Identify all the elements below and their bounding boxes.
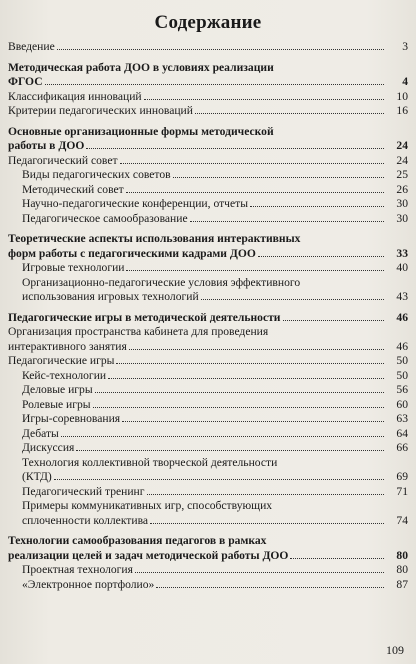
- toc-entry-text: Классификация инноваций: [8, 89, 142, 103]
- toc-page-number: 30: [396, 211, 408, 225]
- dot-leader: [120, 163, 384, 164]
- page-number: 109: [386, 643, 404, 657]
- toc-page-number: 25: [396, 168, 408, 181]
- toc-page-number: 80: [396, 563, 408, 576]
- toc-section: [8, 125, 408, 154]
- toc-page-number: 50: [396, 368, 408, 382]
- toc-entry: [8, 90, 408, 105]
- dot-leader: [147, 494, 384, 495]
- dot-leader: [61, 436, 384, 437]
- toc-entry: [8, 563, 408, 578]
- toc-entry-text: интерактивного занятия: [8, 339, 127, 353]
- toc-entry-text: Проектная технология: [22, 563, 133, 576]
- toc-entry: [8, 412, 408, 427]
- dot-leader: [57, 49, 384, 50]
- toc-entry: [8, 369, 408, 384]
- toc-page-number: 87: [396, 577, 408, 591]
- toc-section: [8, 232, 408, 261]
- toc-page-number: 3: [402, 40, 408, 53]
- dot-leader: [95, 392, 384, 393]
- toc-section: [8, 61, 408, 90]
- toc-entry-text: Научно-педагогические конференции, отчеты: [22, 197, 248, 210]
- toc-entry: [8, 325, 408, 354]
- toc-page-number: 43: [396, 290, 408, 303]
- toc-entry: [8, 261, 408, 276]
- toc-entry-text: «Электронное портфолио»: [22, 577, 155, 591]
- toc-entry-text: реализации целей и задач методической работы ДОО: [8, 548, 289, 562]
- dot-leader: [258, 256, 384, 257]
- toc-entry-text: Дебаты: [22, 426, 59, 440]
- dot-leader: [173, 177, 384, 178]
- dot-leader: [201, 299, 384, 300]
- dot-leader: [190, 221, 384, 222]
- table-of-contents: [8, 40, 408, 592]
- dot-leader: [150, 523, 384, 524]
- dot-leader: [76, 450, 384, 451]
- toc-entry-text: Кейс-технологии: [22, 368, 107, 382]
- toc-page-number: 26: [396, 182, 408, 196]
- toc-entry: [8, 354, 408, 369]
- toc-entry-text: ФГОС: [8, 75, 43, 88]
- toc-entry-text: Критерии педагогических инноваций: [8, 104, 193, 117]
- toc-page-number: 30: [396, 197, 408, 210]
- toc-page-number: 24: [396, 139, 408, 152]
- dot-leader: [86, 148, 384, 149]
- toc-entry-text: Организационно-педагогические условия эффективного: [22, 275, 301, 289]
- toc-entry-text: форм работы с педагогическими кадрами ДОО: [8, 246, 256, 260]
- toc-page-number: 40: [396, 261, 408, 274]
- dot-leader: [122, 421, 384, 422]
- toc-entry-text: Примеры коммуникативных игр, способствующих: [22, 499, 273, 512]
- toc-page-number: 71: [396, 484, 408, 498]
- toc-entry: [8, 168, 408, 183]
- toc-entry-text: Педагогический тренинг: [22, 484, 145, 498]
- toc-page-number: 46: [396, 339, 408, 353]
- toc-entry-text: Ролевые игры: [22, 397, 91, 411]
- toc-page-number: 46: [396, 310, 408, 324]
- dot-leader: [135, 572, 384, 573]
- toc-entry-text: Педагогические игры в методической деятельности: [8, 310, 281, 324]
- toc-entry: [8, 40, 408, 55]
- toc-entry: [8, 427, 408, 442]
- toc-page-number: 80: [396, 548, 408, 562]
- toc-section: [8, 311, 408, 326]
- toc-entry-text: использования игровых технологий: [22, 290, 199, 303]
- toc-entry-text: Технология коллективной творческой деятельности: [22, 455, 278, 469]
- toc-entry-text: Основные организационные формы методической: [8, 124, 274, 138]
- toc-entry-text: (КТД): [22, 470, 52, 483]
- toc-entry-text: Игровые технологии: [22, 261, 125, 274]
- toc-entry: [8, 154, 408, 169]
- toc-page-number: 10: [396, 89, 408, 103]
- toc-entry-text: Игры-соревнования: [22, 412, 121, 425]
- toc-entry-text: Методическая работа ДОО в условиях реализации: [8, 60, 274, 74]
- dot-leader: [126, 270, 384, 271]
- toc-entry: [8, 485, 408, 500]
- toc-entry: [8, 456, 408, 485]
- toc-entry-text: Виды педагогических советов: [22, 168, 171, 181]
- dot-leader: [93, 407, 384, 408]
- toc-page-number: 60: [396, 397, 408, 411]
- dot-leader: [195, 113, 384, 114]
- toc-page-number: 24: [396, 153, 408, 167]
- toc-entry-text: Педагогическое самообразование: [22, 211, 188, 225]
- dot-leader: [283, 320, 385, 321]
- toc-page-number: 16: [396, 104, 408, 117]
- dot-leader: [290, 558, 384, 559]
- toc-page-number: 33: [396, 246, 408, 260]
- toc-entry-text: Деловые игры: [22, 383, 93, 396]
- dot-leader: [144, 99, 384, 100]
- toc-entry-text: Педагогический совет: [8, 153, 118, 167]
- dot-leader: [45, 84, 384, 85]
- toc-page-number: 63: [396, 412, 408, 425]
- toc-entry: [8, 276, 408, 305]
- toc-entry: [8, 183, 408, 198]
- toc-entry: [8, 383, 408, 398]
- toc-entry: [8, 499, 408, 528]
- dot-leader: [129, 349, 384, 350]
- toc-entry-text: Технологии самообразования педагогов в рамках: [8, 534, 267, 547]
- toc-entry-text: Методический совет: [22, 182, 124, 196]
- toc-page-number: 4: [402, 75, 408, 88]
- toc-entry-text: Дискуссия: [22, 441, 75, 454]
- toc-entry: [8, 212, 408, 227]
- toc-page-number: 69: [396, 470, 408, 483]
- dot-leader: [126, 192, 384, 193]
- toc-page-number: 66: [396, 441, 408, 454]
- toc-entry-text: сплоченности коллектива: [22, 513, 149, 527]
- page-title: Содержание: [154, 12, 262, 33]
- toc-entry: [8, 441, 408, 456]
- dot-leader: [54, 479, 384, 480]
- toc-entry: [8, 104, 408, 119]
- toc-entry-text: Введение: [8, 40, 55, 53]
- toc-page-number: 50: [396, 354, 408, 367]
- toc-entry-text: Теоретические аспекты использования интерактивных: [8, 232, 301, 245]
- toc-page-number: 56: [396, 383, 408, 396]
- dot-leader: [116, 363, 384, 364]
- toc-entry: [8, 398, 408, 413]
- toc-entry-text: работы в ДОО: [8, 139, 85, 152]
- toc-entry-text: Организация пространства кабинета для проведения: [8, 325, 269, 338]
- toc-entry-text: Педагогические игры: [8, 354, 115, 367]
- dot-leader: [156, 587, 384, 588]
- dot-leader: [250, 206, 384, 207]
- dot-leader: [108, 378, 384, 379]
- toc-page-number: 64: [396, 426, 408, 440]
- toc-entry: [8, 197, 408, 212]
- toc-section: [8, 534, 408, 563]
- toc-page-number: 74: [396, 513, 408, 527]
- toc-entry: [8, 578, 408, 593]
